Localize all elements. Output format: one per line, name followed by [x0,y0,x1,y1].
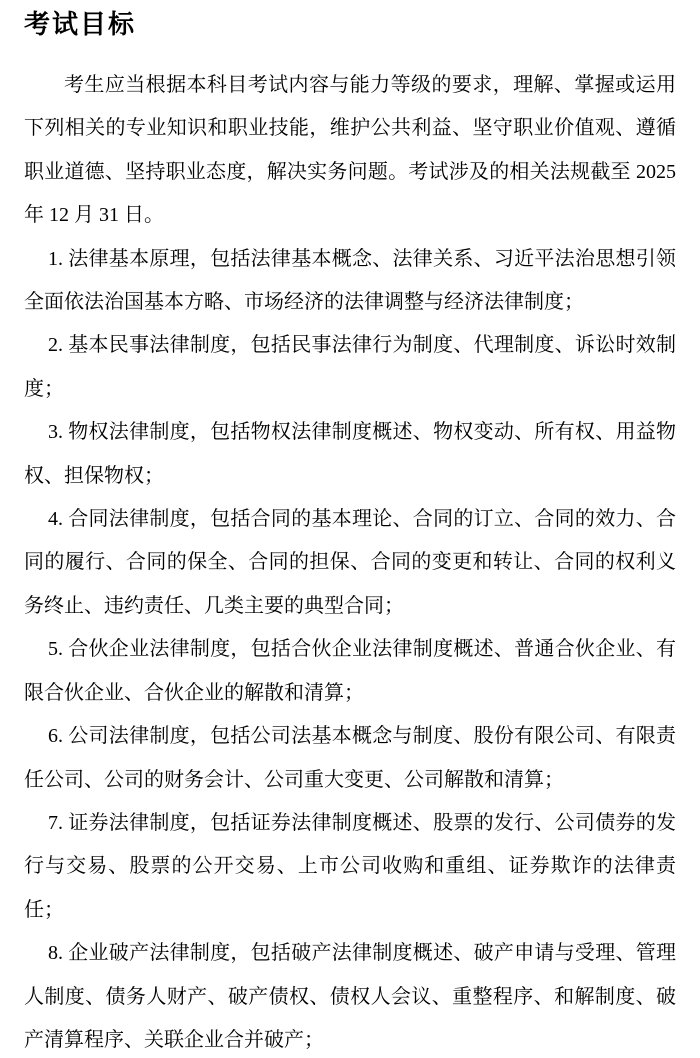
objective-item-6: 6. 公司法律制度，包括公司法基本概念与制度、股份有限公司、有限责任公司、公司的财务会计、公司重大变更、公司解散和清算； [24,725,676,791]
objective-item-3: 3. 物权法律制度，包括物权法律制度概述、物权变动、所有权、用益物权、担保物权； [24,421,676,487]
objective-item-2: 2. 基本民事法律制度，包括民事法律行为制度、代理制度、诉讼时效制度； [24,334,676,400]
objective-item-8: 8. 企业破产法律制度，包括破产法律制度概述、破产申请与受理、管理人制度、债务人财产、破产债权、债权人会议、重整程序、和解制度、破产清算程序、关联企业合并破产； [24,942,676,1051]
objective-item-5: 5. 合伙企业法律制度，包括合伙企业法律制度概述、普通合伙企业、有限合伙企业、合伙企业的解散和清算； [24,638,676,704]
objective-item-1: 1. 法律基本原理，包括法律基本概念、法律关系、习近平法治思想引领全面依法治国基本方略、市场经济的法律调整与经济法律制度； [24,247,676,314]
objective-item-7: 7. 证券法律制度，包括证券法律制度概述、股票的发行、公司债券的发行与交易、股票的公开交易、上市公司收购和重组、证券欺诈的法律责任； [24,811,676,921]
page-title: 考试目标 [24,10,137,39]
objective-item-4: 4. 合同法律制度，包括合同的基本理论、合同的订立、合同的效力、合同的履行、合同的保全、合同的担保、合同的变更和转让、合同的权利义务终止、违约责任、几类主要的典型合同； [24,508,676,617]
intro-paragraph: 考生应当根据本科目考试内容与能力等级的要求，理解、掌握或运用下列相关的专业知识和职业技能，维护公共利益、坚守职业价值观、遵循职业道德、坚持职业态度，解决实务问题。考试涉及的相关法规截至 2025 年 12 月 31 日。 [24,74,676,227]
